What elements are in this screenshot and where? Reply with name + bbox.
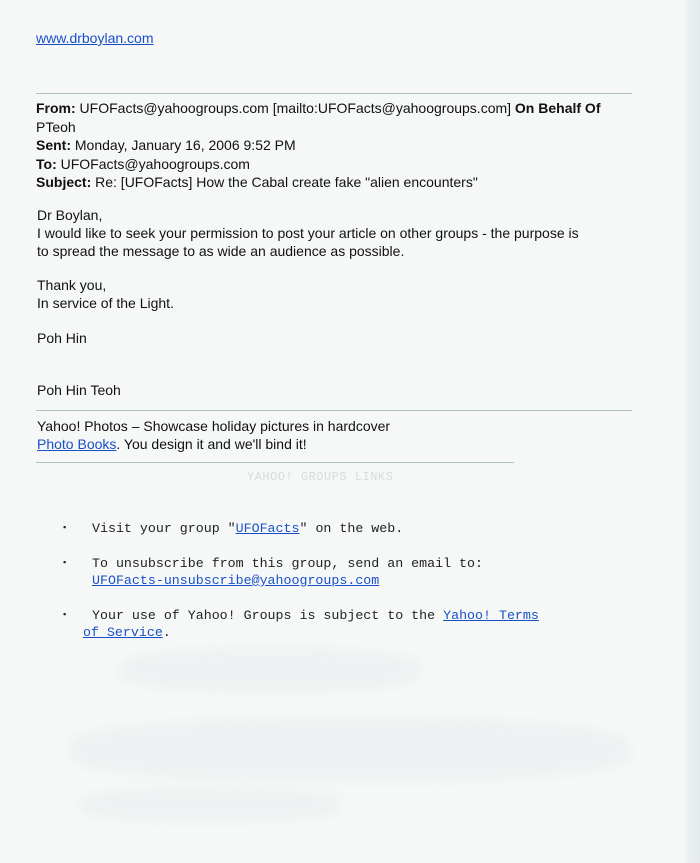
signature-short: Poh Hin [37, 330, 87, 346]
bullet-icon: ▪ [62, 610, 68, 620]
from-value: UFOFacts@yahoogroups.com [mailto:UFOFacts@yahoogroups.com] [75, 100, 515, 116]
from-line [36, 99, 636, 136]
ad-line-1: Yahoo! Photos – Showcase holiday pictures in hardcover [37, 418, 391, 434]
greeting: Dr Boylan, [37, 207, 103, 223]
visit-text-pre: Visit your group " [92, 521, 236, 536]
sent-value: Monday, January 16, 2006 9:52 PM [71, 137, 296, 153]
sent-label: Sent: [36, 137, 71, 153]
scan-smudge [120, 650, 420, 690]
thanks-line: Thank you, [37, 277, 107, 293]
unsubscribe-email-link[interactable]: UFOFacts-unsubscribe@yahoogroups.com [92, 573, 380, 588]
email-header [36, 99, 636, 192]
subject-value: Re: [UFOFacts] How the Cabal create fake "alien encounters" [91, 174, 478, 190]
subject-label: Subject: [36, 174, 92, 190]
message-body [37, 206, 647, 260]
bullet-icon: ▪ [62, 558, 68, 568]
photo-books-link[interactable]: Photo Books [37, 436, 117, 452]
terms-continuation [83, 624, 171, 641]
subject-line [36, 173, 636, 192]
sent-line [36, 136, 636, 155]
signature-full: Poh Hin Teoh [37, 382, 121, 398]
page-edge [686, 0, 700, 863]
terms-text-pre: Your use of Yahoo! Groups is subject to the [92, 608, 444, 623]
header-divider [36, 93, 632, 94]
ad-line-2-text: . You design it and we'll bind it! [116, 436, 307, 452]
terms-text-post: . [162, 625, 171, 640]
closing [37, 276, 647, 312]
bullet-icon: ▪ [62, 523, 68, 533]
ad-line-2 [37, 435, 647, 453]
to-value: UFOFacts@yahoogroups.com [56, 155, 250, 172]
to-line [36, 155, 636, 174]
message-line-2: to spread the message to as wide an audience as possible. [37, 243, 405, 259]
list-item-terms [62, 607, 539, 624]
to-label: To: [36, 155, 57, 172]
service-line: In service of the Light. [37, 295, 174, 311]
groups-links-title: YAHOO! GROUPS LINKS [247, 470, 394, 484]
behalf-value: PTeoh [36, 118, 76, 135]
ufofacts-group-link[interactable]: UFOFacts [235, 521, 300, 536]
unsubscribe-text: To unsubscribe from this group, send an email to: [92, 556, 483, 571]
from-label: From: [36, 100, 76, 116]
list-item-visit-group [62, 520, 403, 537]
behalf-label: On Behalf Of [514, 100, 601, 116]
terms-of-service-link[interactable]: of Service [83, 625, 163, 640]
scan-smudge [80, 790, 340, 820]
list-item-unsubscribe [62, 555, 483, 589]
ad-divider [36, 410, 632, 411]
site-link[interactable]: www.drboylan.com [36, 30, 154, 46]
scan-smudge [70, 720, 630, 780]
visit-text-post: " on the web. [299, 521, 404, 536]
groups-divider [36, 462, 514, 463]
yahoo-terms-link[interactable]: Yahoo! Terms [443, 608, 539, 623]
message-line-1: I would like to seek your permission to post your article on other groups - the purpose is [37, 225, 579, 241]
yahoo-photos-ad [37, 417, 647, 453]
